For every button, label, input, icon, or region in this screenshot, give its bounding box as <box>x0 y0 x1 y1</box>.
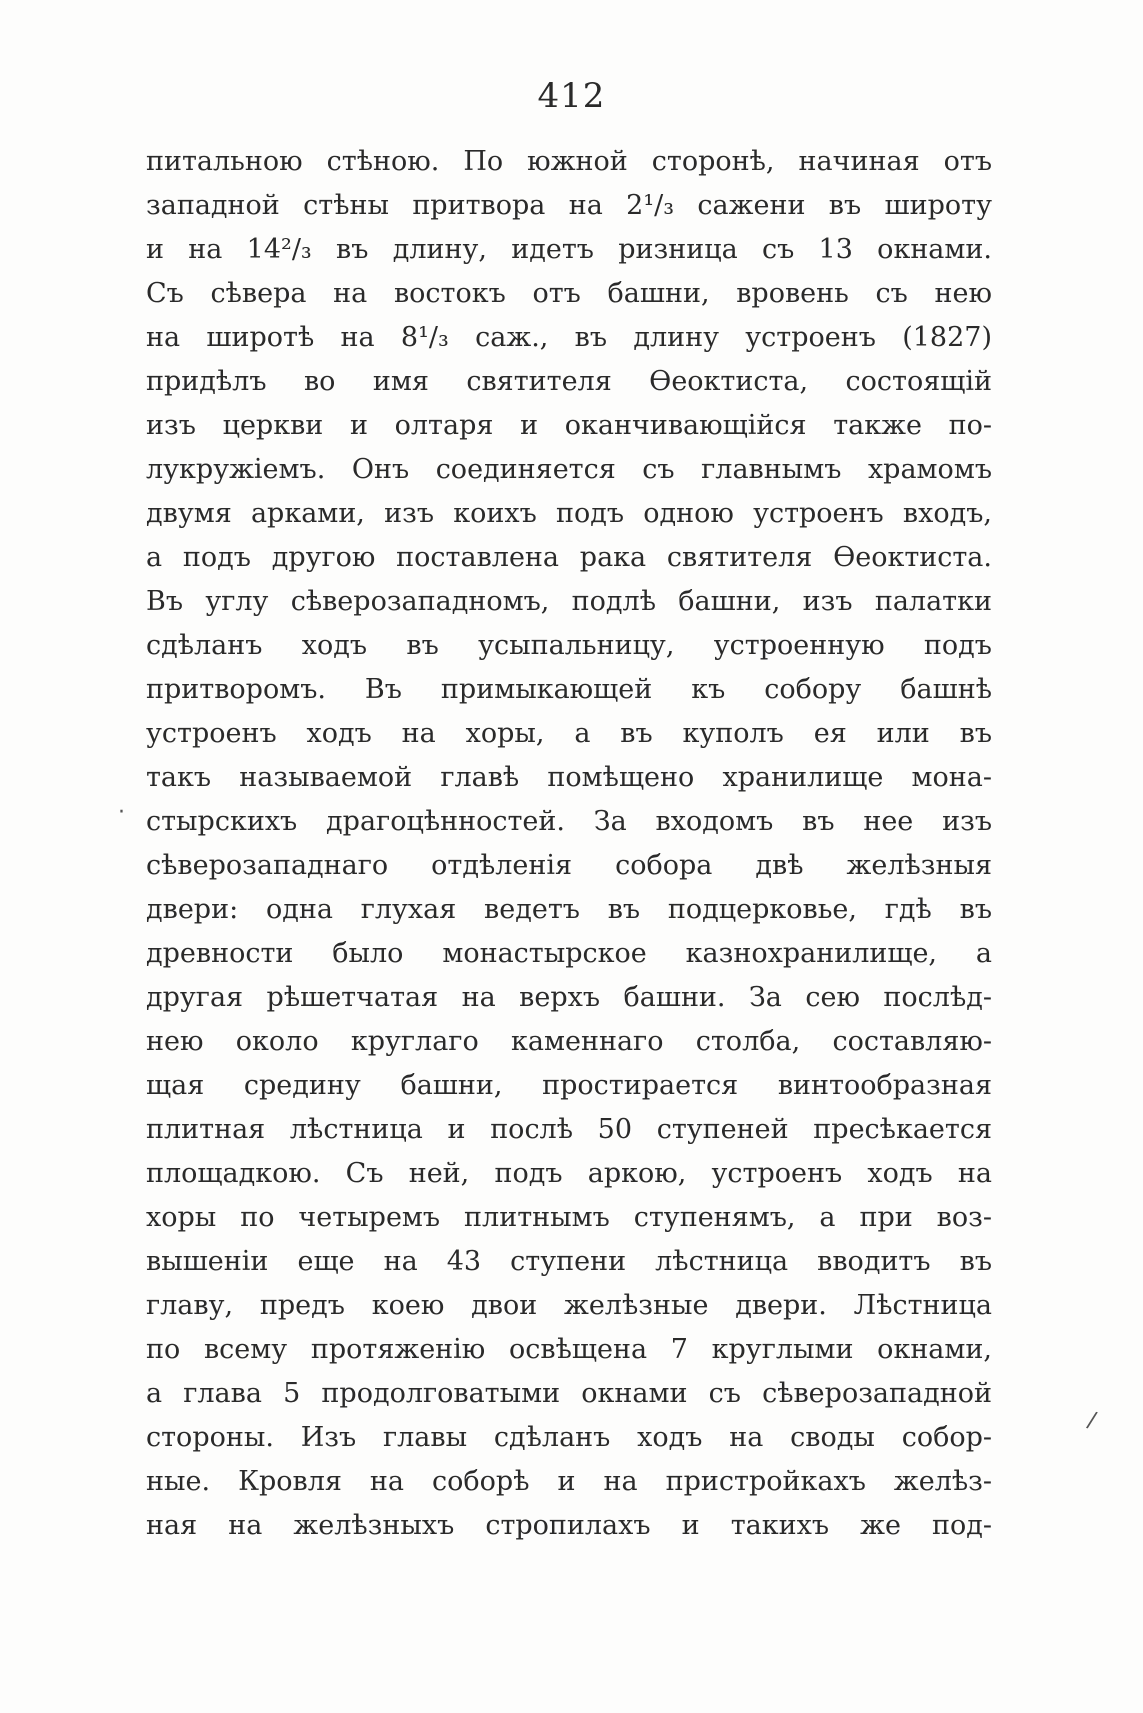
text-line: питальною стѣною. По южной сторонѣ, начиная отъ <box>146 146 992 177</box>
text-line: другая рѣшетчатая на верхъ башни. За сею послѣд- <box>146 982 992 1013</box>
stray-mark: · <box>118 800 125 825</box>
text-line: а подъ другою поставлена рака святителя Ѳеоктиста. <box>146 542 992 573</box>
text-line: по всему протяженію освѣщена 7 круглыми окнами, <box>146 1334 992 1365</box>
text-line: западной стѣны притвора на 2¹/₃ сажени въ широту <box>146 190 992 221</box>
text-line: щая средину башни, простирается винтообразная <box>146 1070 992 1101</box>
text-line: стороны. Изъ главы сдѣланъ ходъ на своды собор- <box>146 1422 992 1453</box>
text-line: а глава 5 продолговатыми окнами съ сѣверозападной <box>146 1378 992 1409</box>
text-line: сѣверозападнаго отдѣленія собора двѣ желѣзныя <box>146 850 992 881</box>
text-line: двумя арками, изъ коихъ подъ одною устроенъ входъ, <box>146 498 992 529</box>
text-line: древности было монастырское казнохранилище, а <box>146 938 992 969</box>
page-number: 412 <box>537 76 606 116</box>
body-text <box>146 140 992 1548</box>
text-line: ные. Кровля на соборѣ и на пристройкахъ желѣз- <box>146 1466 992 1497</box>
text-line: Съ сѣвера на востокъ отъ башни, вровень съ нею <box>146 278 992 309</box>
text-line: двери: одна глухая ведетъ въ подцерковье, гдѣ въ <box>146 894 992 925</box>
text-line: Въ углу сѣверозападномъ, подлѣ башни, изъ палатки <box>146 586 992 617</box>
text-line: устроенъ ходъ на хоры, а въ куполъ ея или въ <box>146 718 992 749</box>
text-line: главу, предъ коею двои желѣзные двери. Лѣстница <box>146 1290 992 1321</box>
text-line: притворомъ. Въ примыкающей къ собору башнѣ <box>146 674 992 705</box>
text-line: и на 14²/₃ въ длину, идетъ ризница съ 13 окнами. <box>146 234 992 265</box>
text-line: придѣлъ во имя святителя Ѳеоктиста, состоящій <box>146 366 992 397</box>
text-line: плитная лѣстница и послѣ 50 ступеней пресѣкается <box>146 1114 992 1145</box>
text-line: площадкою. Съ ней, подъ аркою, устроенъ ходъ на <box>146 1158 992 1189</box>
text-line: на широтѣ на 8¹/₃ саж., въ длину устроенъ (1827) <box>146 322 992 353</box>
text-line: вышеніи еще на 43 ступени лѣстница вводитъ въ <box>146 1246 992 1277</box>
text-line: стырскихъ драгоцѣнностей. За входомъ въ нее изъ <box>146 806 992 837</box>
text-line: нею около круглаго каменнаго столба, составляю- <box>146 1026 992 1057</box>
text-line: сдѣланъ ходъ въ усыпальницу, устроенную подъ <box>146 630 992 661</box>
text-line: такъ называемой главѣ помѣщено хранилище мона- <box>146 762 992 793</box>
text-line: лукружіемъ. Онъ соединяется съ главнымъ храмомъ <box>146 454 992 485</box>
stray-mark: / <box>1084 1407 1099 1434</box>
text-line: ная на желѣзныхъ стропилахъ и такихъ же под- <box>146 1510 992 1541</box>
text-line: хоры по четыремъ плитнымъ ступенямъ, а при воз- <box>146 1202 992 1233</box>
text-line: изъ церкви и олтаря и оканчивающійся также по- <box>146 410 992 441</box>
